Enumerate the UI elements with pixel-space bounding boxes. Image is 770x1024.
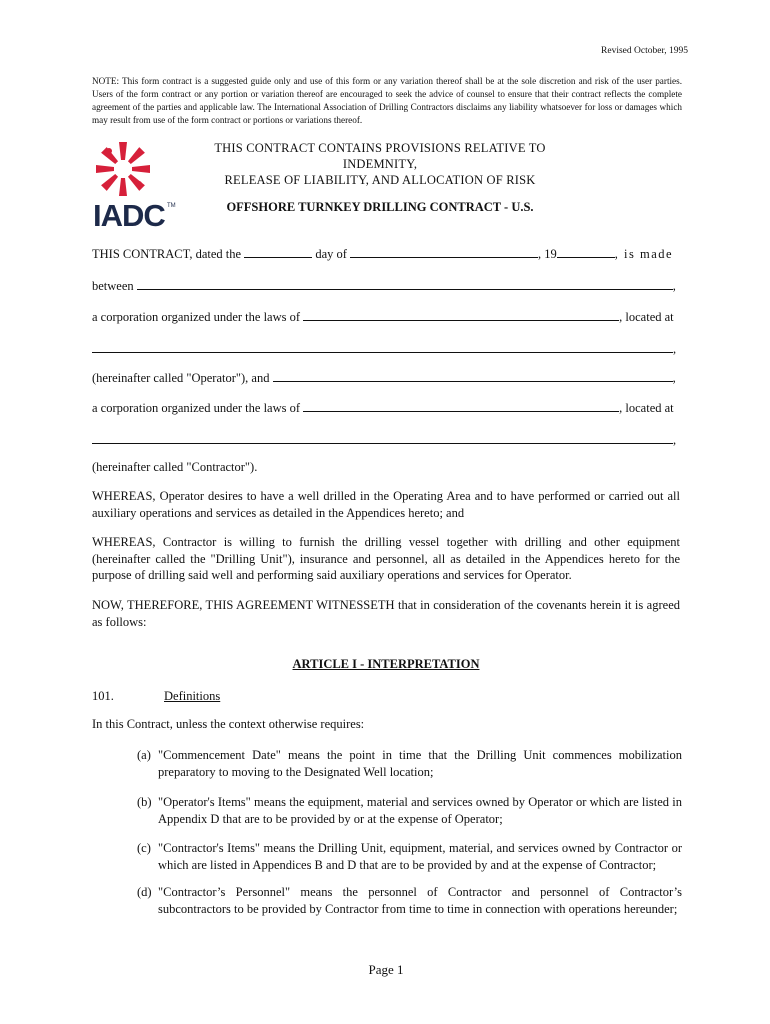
definition-item xyxy=(137,840,682,873)
risk-warning-line-1: THIS CONTRACT CONTAINS PROVISIONS RELATIVE TO INDEMNITY, xyxy=(214,141,546,171)
operator-called-label: (hereinafter called "Operator"), and xyxy=(92,371,270,385)
operator-address-field[interactable] xyxy=(92,340,673,353)
year-prefix: , 19 xyxy=(538,247,557,261)
comma: , xyxy=(672,371,676,385)
definition-text: "Operator's Items" means the equipment, material and services owned by Operator or which are listed in Appendix D that are to be provided by or at the expense of Operator; xyxy=(158,795,682,826)
located-at-label: , located at xyxy=(619,310,674,324)
definition-label: (a) xyxy=(137,748,151,762)
whereas-paragraph-2: WHEREAS, Contractor is willing to furnish the drilling vessel together with drilling and other equipment (hereinafter called the "Drilling Unit"), insurance and personnel, all as detailed in the Appendices hereto for the purpose of drilling said well and performing said auxiliary operations and services for Operator. xyxy=(92,535,680,582)
day-blank-field[interactable] xyxy=(244,245,312,258)
trademark-mark: TM xyxy=(167,203,176,209)
operator-name-field[interactable] xyxy=(137,277,673,290)
definition-label: (c) xyxy=(137,841,151,855)
risk-warning xyxy=(180,140,580,188)
between-label: between xyxy=(92,279,134,293)
is-made-label: , is made xyxy=(614,247,674,261)
definition-label: (b) xyxy=(137,795,152,809)
section-title: Definitions xyxy=(164,689,221,703)
month-blank-field[interactable] xyxy=(350,245,538,258)
definition-label: (d) xyxy=(137,885,152,899)
located-at-label: , located at xyxy=(619,401,674,415)
contractor-address-line xyxy=(92,431,684,448)
year-blank-field[interactable] xyxy=(557,245,615,258)
iadc-star-icon xyxy=(93,139,153,199)
contractor-laws-line xyxy=(92,399,684,416)
definition-item xyxy=(137,794,682,827)
whereas-paragraph-1: WHEREAS, Operator desires to have a well drilled in the Operating Area and to have performed or carried out all auxiliary operations and services as detailed in the Appendices hereto; and xyxy=(92,489,680,520)
risk-warning-line-2: RELEASE OF LIABILITY, AND ALLOCATION OF RISK xyxy=(224,173,536,187)
article-heading: ARTICLE I - INTERPRETATION xyxy=(292,657,480,671)
definition-text: "Contractor's Items" means the Drilling Unit, equipment, material, and services owned by Contractor or which are listed in Appendices B and D that are to be provided by and at the expense of Contractor; xyxy=(158,841,682,872)
comma: , xyxy=(673,433,677,447)
between-line xyxy=(92,277,684,294)
definition-item xyxy=(137,884,682,917)
contractor-laws-field[interactable] xyxy=(303,399,619,412)
contractor-address-field[interactable] xyxy=(92,431,673,444)
day-of-label: day of xyxy=(315,247,347,261)
contractor-name-field[interactable] xyxy=(273,369,673,382)
contract-title: OFFSHORE TURNKEY DRILLING CONTRACT - U.S. xyxy=(226,200,534,214)
comma: , xyxy=(673,342,677,356)
corp-laws-label: a corporation organized under the laws of xyxy=(92,310,301,324)
dated-prefix: THIS CONTRACT, dated the xyxy=(92,247,242,261)
revision-date: Revised October, 1995 xyxy=(601,46,688,56)
operator-laws-field[interactable] xyxy=(303,308,619,321)
definition-item xyxy=(137,747,682,780)
contractor-called-line: (hereinafter called "Contractor"). xyxy=(92,460,258,474)
dated-line xyxy=(92,245,680,262)
page-number: Page 1 xyxy=(368,962,404,977)
definition-text: "Commencement Date" means the point in time that the Drilling Unit commences mobilization preparatory to moving to the Designated Well location; xyxy=(158,748,682,779)
section-number: 101. xyxy=(92,689,114,703)
definition-text: "Contractor’s Personnel" means the personnel of Contractor and personnel of Contractor’s subcontractors to be provided by Contractor from time to time in connection with operations hereunder; xyxy=(158,885,682,916)
now-therefore-paragraph: NOW, THEREFORE, THIS AGREEMENT WITNESSETH that in consideration of the covenants herein it is agreed as follows: xyxy=(92,598,680,629)
iadc-logo xyxy=(93,139,175,231)
definitions-intro: In this Contract, unless the context otherwise requires: xyxy=(92,717,365,731)
operator-called-line xyxy=(92,369,684,386)
corp-laws-label: a corporation organized under the laws of xyxy=(92,401,301,415)
operator-laws-line xyxy=(92,308,684,325)
logo-text: IADC xyxy=(93,198,165,233)
disclaimer-note: NOTE: This form contract is a suggested guide only and use of this form or any variation thereof shall be at the sole discretion and risk of the user parties. Users of the form contract or any portion or variation thereof are encouraged to seek the advice of counsel to ensure that their contract reflects the complete agreement of the parties and applicable law. The International Association of Drilling Contractors disclaims any liability whatsoever for loss or damages which may result from use of the form contract or portions or variations thereof. xyxy=(92,76,682,125)
comma: , xyxy=(672,279,676,293)
operator-address-line xyxy=(92,340,684,357)
